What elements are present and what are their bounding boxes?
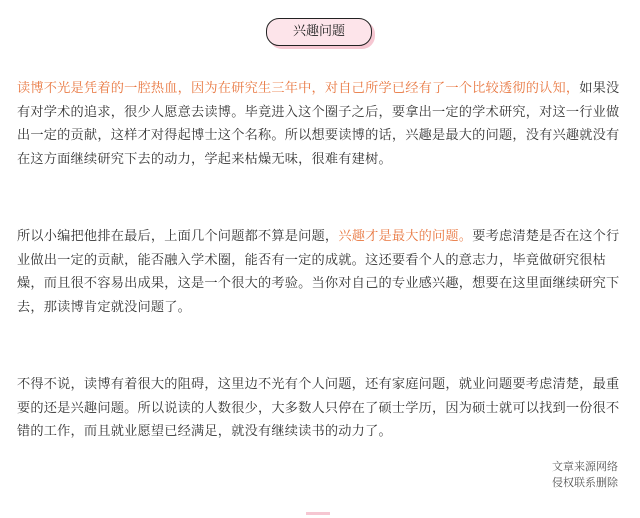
source-note <box>552 459 618 491</box>
paragraph-1-highlight: 读博不光是凭着的一腔热血，因为在研究生三年中，对自己所学已经有了一个比较透彻的认知， <box>17 81 580 96</box>
paragraph-3 <box>17 373 623 444</box>
paragraph-2 <box>17 225 623 319</box>
paragraph-2-before: 所以小编把他排在最后，上面几个问题都不算是问题， <box>17 229 339 244</box>
source-line-1: 文章来源网络 <box>552 460 618 473</box>
source-line-2: 侵权联系删除 <box>552 476 618 489</box>
paragraph-1-text: 如果没有对学术的追求，很少人愿意去读博。毕竟进入这个圈子之后，要拿出一定的学术研究，对这一行业做出一定的贡献，这样才对得起博士这个名称。所以想要读博的话，兴趣是最大的问题，没有兴趣就没有在这方面继续研究下去的动力，学起来枯燥无味，很难有建树。 <box>17 81 620 167</box>
paragraph-2-after: 要考虑清楚是否在这个行业做出一定的贡献，能否融入学术圈，能否有一定的成就。这还要看个人的意志力，毕竟做研究很枯燥，而且很不容易出成果，这是一个很大的考验。当你对自己的专业感兴趣，想要在这里面继续研究下去，那读博肯定就没问题了。 <box>17 229 620 315</box>
bottom-decorative-mark <box>306 512 330 515</box>
paragraph-1 <box>17 77 623 171</box>
paragraph-2-highlight: 兴趣才是最大的问题。 <box>338 229 473 244</box>
paragraph-3-text: 不得不说，读博有着很大的阻碍，这里边不光有个人问题，还有家庭问题，就业问题要考虑清楚，最重要的还是兴趣问题。所以说读的人数很少，大多数人只停在了硕士学历，因为硕士就可以找到一份很不错的工作，而且就业愿望已经满足，就没有继续读书的动力了。 <box>17 377 620 439</box>
section-header <box>0 18 640 48</box>
section-title: 兴趣问题 <box>266 18 372 46</box>
